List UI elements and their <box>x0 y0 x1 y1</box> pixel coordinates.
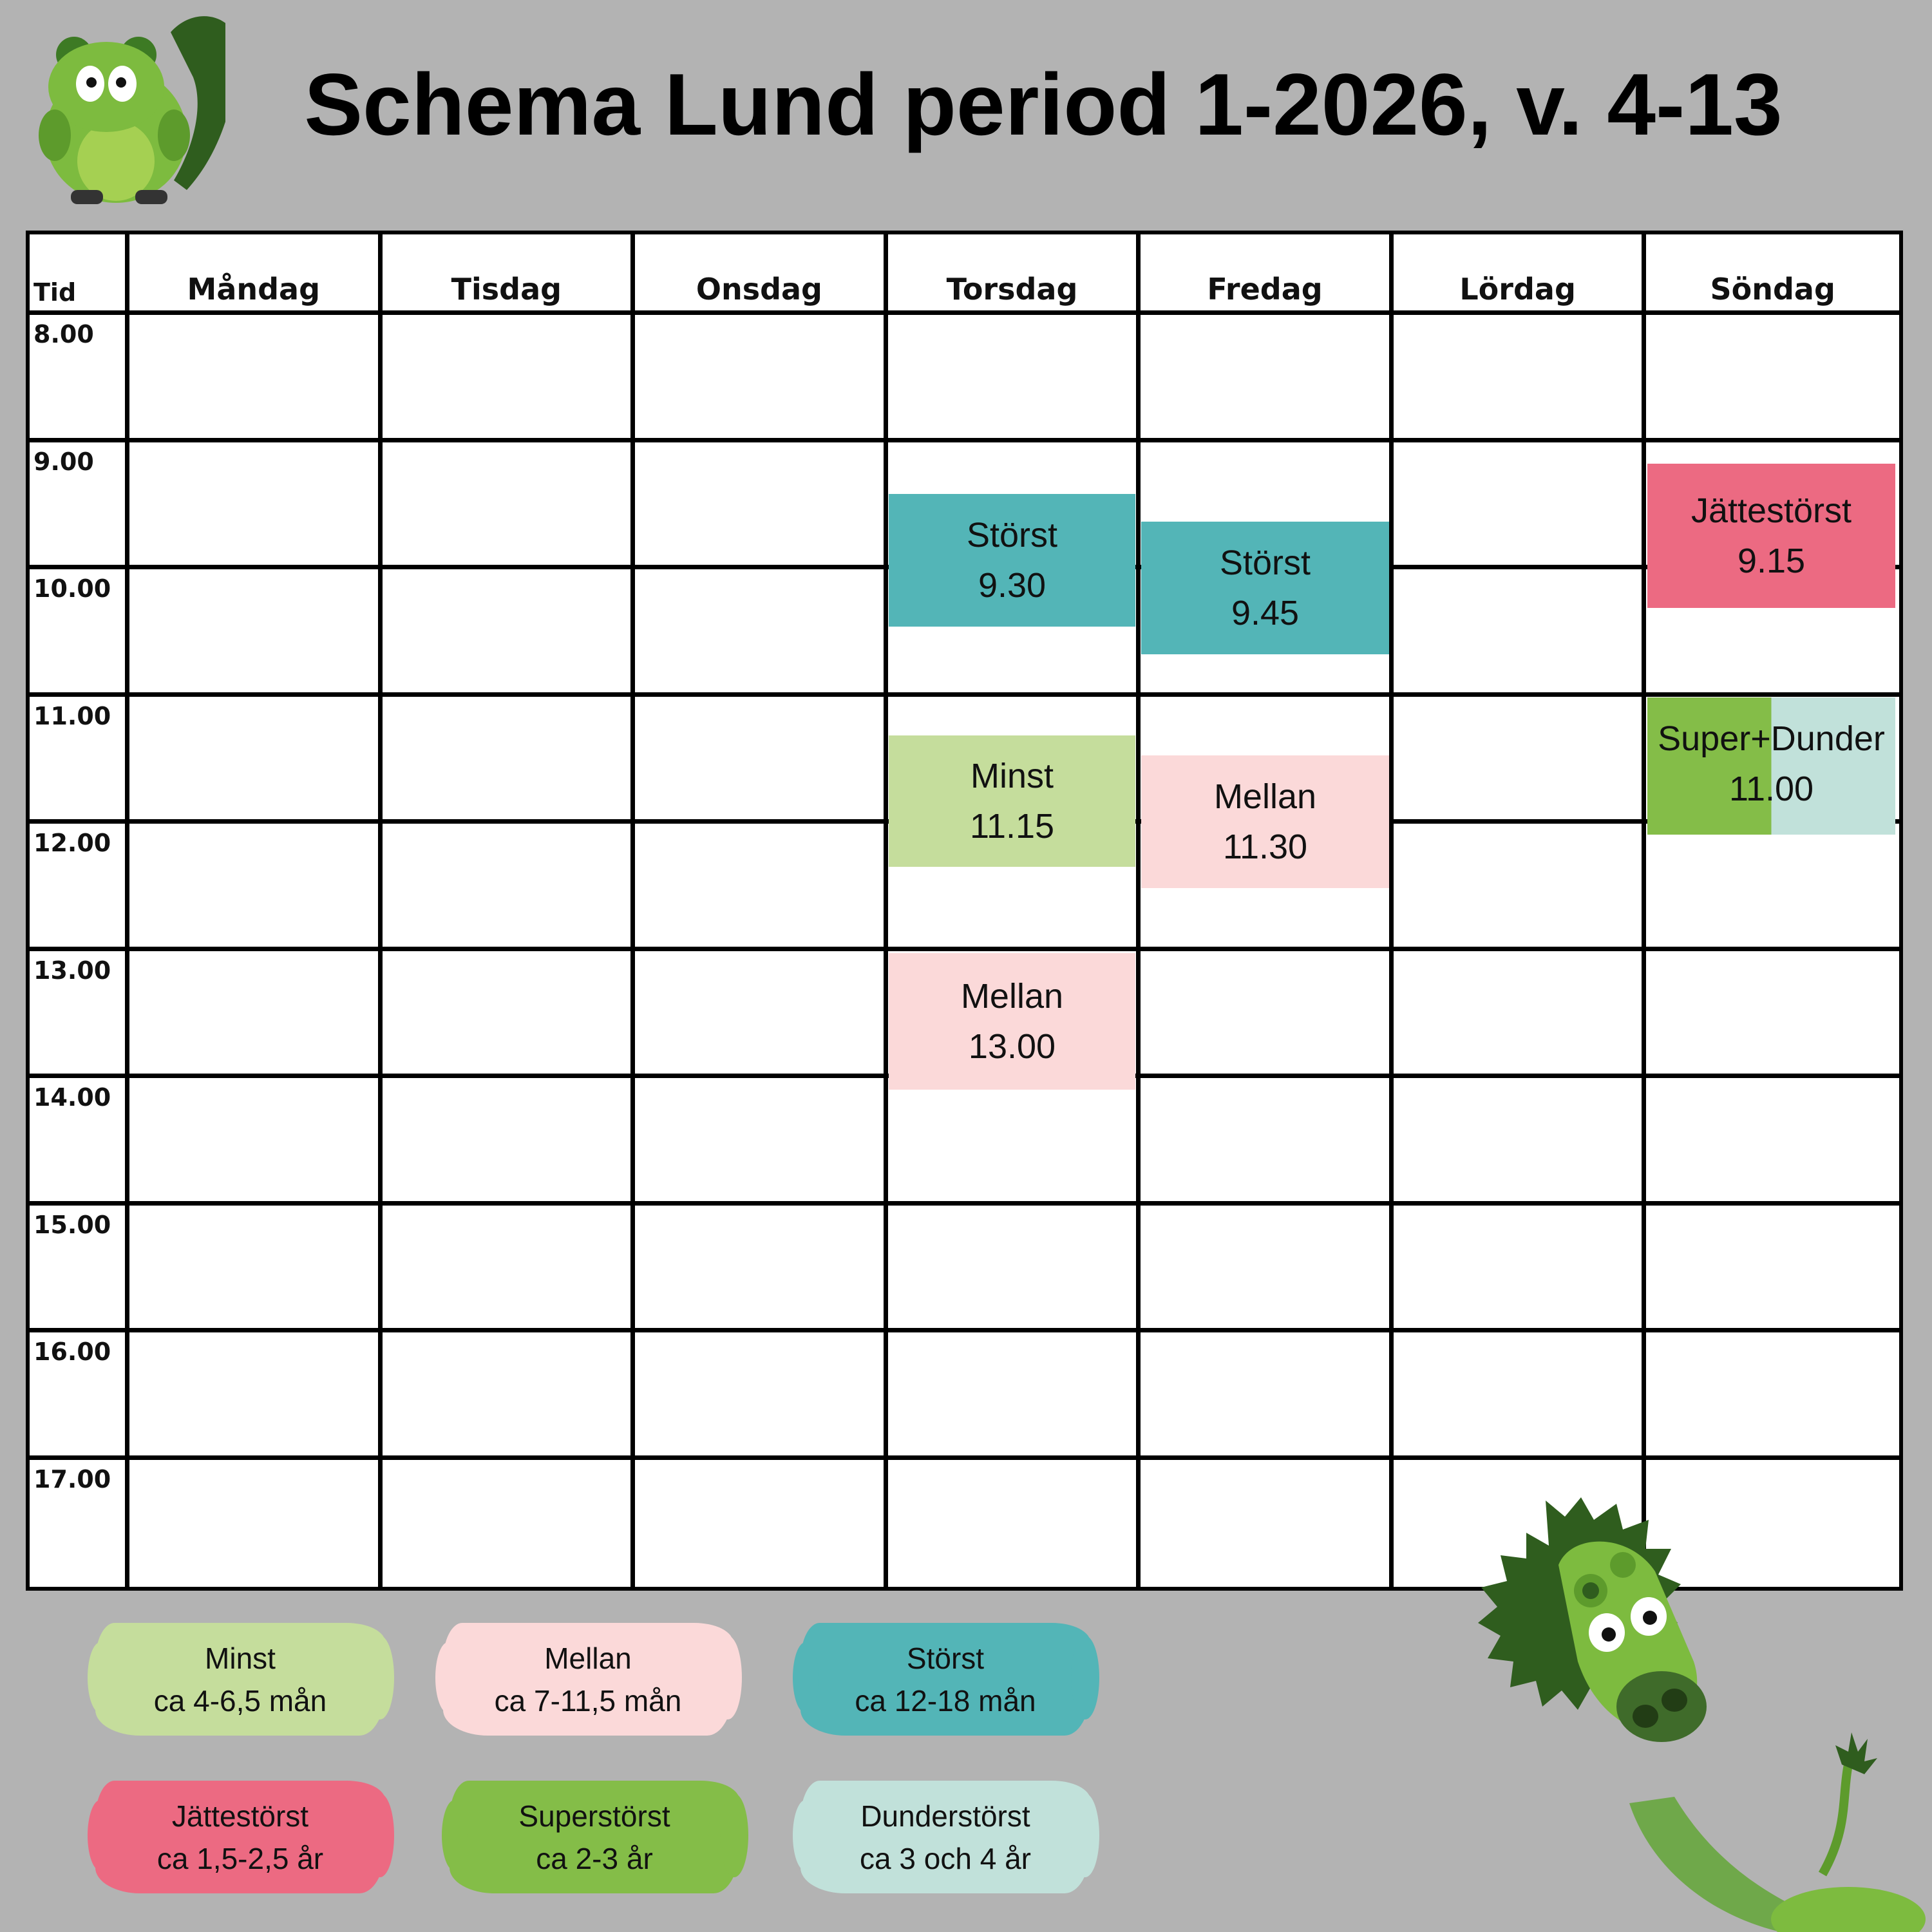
legend-name: Störst <box>906 1641 985 1675</box>
schedule-slot <box>1646 1332 1899 1460</box>
legend-age: ca 1,5-2,5 år <box>156 1841 324 1875</box>
legend-jattestorst <box>95 1781 385 1893</box>
schedule-slot <box>888 315 1141 442</box>
event-label: Störst <box>966 516 1058 554</box>
event-label: Mellan <box>960 977 1064 1016</box>
time-column-header: Tid <box>30 234 129 315</box>
event-sunday-jattestorst <box>1647 464 1895 608</box>
legend-age: ca 12-18 mån <box>855 1683 1036 1718</box>
schedule-slot <box>1141 315 1394 442</box>
schedule-slot <box>635 1332 888 1460</box>
schedule-slot <box>383 1078 636 1206</box>
legend-age: ca 4-6,5 mån <box>153 1683 327 1718</box>
schedule-slot <box>635 442 888 570</box>
schedule-slot <box>1646 951 1899 1079</box>
day-header-tisdag: Tisdag <box>383 234 636 315</box>
event-friday-mellan <box>1141 755 1389 888</box>
day-header-mandag: Måndag <box>129 234 383 315</box>
event-time: 9.15 <box>1737 542 1806 580</box>
schedule-slot <box>1646 315 1899 442</box>
schedule-slot <box>383 315 636 442</box>
schedule-slot <box>635 1206 888 1333</box>
event-time: 9.45 <box>1231 594 1300 632</box>
event-label: Super+Dunder <box>1658 719 1885 758</box>
event-label: Störst <box>1219 544 1311 582</box>
legend-superstorst <box>450 1781 739 1893</box>
event-time: 9.30 <box>978 566 1046 605</box>
schedule-slot <box>383 1332 636 1460</box>
schedule-slot <box>129 315 383 442</box>
schedule-slot <box>129 1332 383 1460</box>
schedule-slot <box>1394 442 1647 570</box>
event-friday-storst <box>1141 522 1389 654</box>
time-label: 10.00 <box>30 569 129 697</box>
time-label: 11.00 <box>30 697 129 824</box>
schedule-slot <box>1141 951 1394 1079</box>
legend-minst <box>95 1623 385 1736</box>
schedule-slot <box>129 824 383 951</box>
schedule-slot <box>129 1206 383 1333</box>
day-header-lordag: Lördag <box>1394 234 1647 315</box>
time-label: 14.00 <box>30 1078 129 1206</box>
schedule-slot <box>1141 1332 1394 1460</box>
event-label: Minst <box>970 757 1054 795</box>
time-label: 12.00 <box>30 824 129 951</box>
schedule-slot <box>635 1460 888 1587</box>
legend-storst <box>800 1623 1090 1736</box>
legend-age: ca 7-11,5 mån <box>494 1683 682 1718</box>
schedule-slot <box>383 824 636 951</box>
event-label: Jättestörst <box>1690 491 1852 530</box>
day-header-sondag: Söndag <box>1646 234 1899 315</box>
schedule-slot <box>129 569 383 697</box>
event-sunday-super-dunder <box>1647 697 1895 835</box>
time-label: 17.00 <box>30 1460 129 1587</box>
schedule-slot <box>383 951 636 1079</box>
schedule-slot <box>635 1078 888 1206</box>
schedule-slot <box>1646 824 1899 951</box>
event-time: 11.00 <box>1728 770 1814 808</box>
time-label: 13.00 <box>30 951 129 1079</box>
schedule-slot <box>1394 824 1647 951</box>
schedule-slot <box>1141 1206 1394 1333</box>
schedule-slot <box>635 824 888 951</box>
day-header-fredag: Fredag <box>1141 234 1394 315</box>
schedule-slot <box>888 1460 1141 1587</box>
lion-mascot-icon <box>1462 1494 1932 1932</box>
event-time: 11.15 <box>969 807 1055 846</box>
schedule-slot <box>635 315 888 442</box>
legend-name: Minst <box>205 1641 276 1675</box>
schedule-slot <box>1394 1206 1647 1333</box>
legend-name: Superstörst <box>518 1799 670 1833</box>
schedule-slot <box>1141 1078 1394 1206</box>
day-header-torsdag: Torsdag <box>888 234 1141 315</box>
schedule-slot <box>383 697 636 824</box>
schedule-slot <box>129 1078 383 1206</box>
beaver-mascot-icon <box>26 6 225 206</box>
time-label: 16.00 <box>30 1332 129 1460</box>
schedule-slot <box>635 951 888 1079</box>
day-header-onsdag: Onsdag <box>635 234 888 315</box>
legend-mellan <box>443 1623 733 1736</box>
time-label: 15.00 <box>30 1206 129 1333</box>
page-title: Schema Lund period 1-2026, v. 4-13 <box>304 55 1783 153</box>
schedule-slot <box>383 442 636 570</box>
legend-dunderstorst <box>800 1781 1090 1893</box>
legend-name: Mellan <box>544 1641 632 1675</box>
legend-name: Jättestörst <box>171 1799 309 1833</box>
schedule-slot <box>1394 1332 1647 1460</box>
event-time: 13.00 <box>968 1027 1056 1066</box>
event-thursday-mellan <box>889 953 1135 1090</box>
schedule-slot <box>383 1460 636 1587</box>
event-time: 11.30 <box>1222 828 1308 866</box>
schedule-slot <box>1394 951 1647 1079</box>
schedule-slot <box>888 1332 1141 1460</box>
schedule-grid <box>26 231 1903 1591</box>
legend-name: Dunderstörst <box>860 1799 1030 1833</box>
schedule-slot <box>383 569 636 697</box>
schedule-slot <box>1394 1078 1647 1206</box>
schedule-slot <box>1646 1078 1899 1206</box>
event-thursday-storst <box>889 494 1135 627</box>
schedule-slot <box>1646 1206 1899 1333</box>
schedule-slot <box>888 1206 1141 1333</box>
schedule-slot <box>1141 1460 1394 1587</box>
schedule-slot <box>1394 569 1647 697</box>
event-label: Mellan <box>1213 777 1317 816</box>
schedule-slot <box>635 569 888 697</box>
schedule-slot <box>129 442 383 570</box>
schedule-slot <box>129 697 383 824</box>
schedule-slot <box>1394 697 1647 824</box>
event-thursday-minst <box>889 735 1135 867</box>
schedule-slot <box>129 1460 383 1587</box>
legend-age: ca 2-3 år <box>536 1841 653 1875</box>
schedule-slot <box>635 697 888 824</box>
schedule-slot <box>383 1206 636 1333</box>
time-label: 8.00 <box>30 315 129 442</box>
schedule-slot <box>1394 315 1647 442</box>
time-label: 9.00 <box>30 442 129 570</box>
schedule-slot <box>129 951 383 1079</box>
schedule-slot <box>888 1078 1141 1206</box>
legend-age: ca 3 och 4 år <box>860 1841 1031 1875</box>
